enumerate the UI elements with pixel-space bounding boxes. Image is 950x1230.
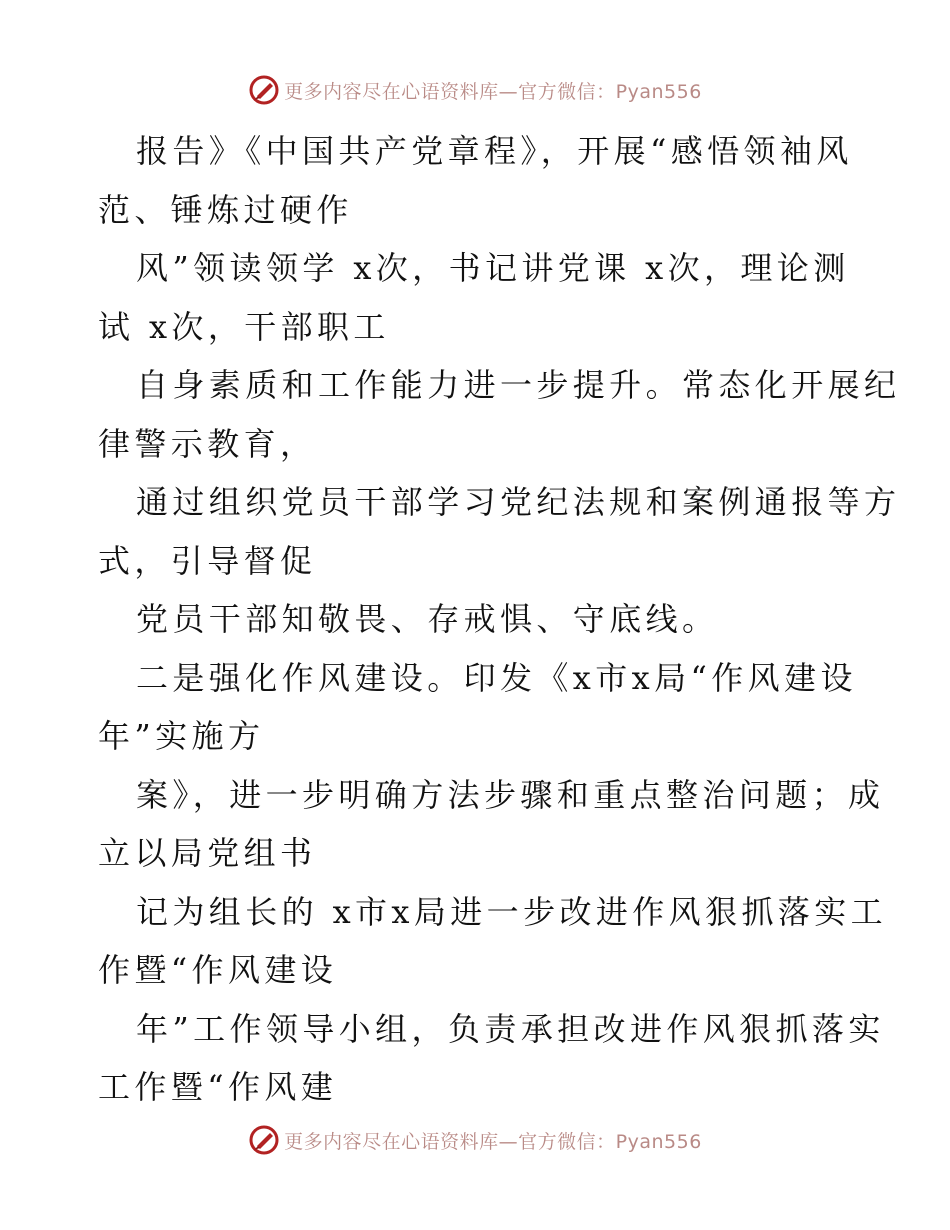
footer-watermark — [0, 1120, 950, 1160]
body-line: 律警示教育， — [98, 424, 317, 463]
body-line: 风”领读领学 x次，书记讲党课 x次，理论测 — [136, 249, 850, 287]
body-line: 式，引导督促 — [98, 541, 317, 580]
body-line: 二是强化作风建设。印发《x市x局“作风建设 — [136, 658, 857, 697]
document-body — [98, 122, 901, 1117]
body-line: 报告》《中国共产党章程》，开展“感悟领袖风 — [136, 132, 853, 170]
brand-logo-icon — [248, 1124, 280, 1156]
body-line: 党员干部知敬畏、存戒惧、守底线。 — [136, 600, 719, 638]
header-watermark — [0, 70, 950, 110]
footer-watermark-text: 更多内容尽在心语资料库—官方微信：Pyan556 — [284, 1130, 702, 1153]
body-line: 年”实施方 — [98, 717, 265, 755]
body-line: 案》，进一步明确方法步骤和重点整治问题；成 — [136, 775, 885, 814]
body-line: 试 x次，干部职工 — [98, 307, 390, 346]
body-line: 通过组织党员干部学习党纪法规和案例通报等方 — [136, 483, 901, 521]
body-line: 自身素质和工作能力进一步提升。常态化开展纪 — [136, 366, 901, 404]
body-line: 记为组长的 x市x局进一步改进作风狠抓落实工 — [136, 892, 888, 931]
brand-logo-icon — [248, 74, 280, 106]
body-line: 立以局党组书 — [98, 834, 317, 872]
body-line: 作暨“作风建设 — [98, 951, 338, 989]
header-watermark-text: 更多内容尽在心语资料库—官方微信：Pyan556 — [284, 80, 702, 103]
body-line: 年”工作领导小组，负责承担改进作风狠抓落实 — [136, 1009, 885, 1048]
body-line: 工作暨“作风建 — [98, 1068, 338, 1106]
body-line: 范、锤炼过硬作 — [98, 190, 353, 229]
